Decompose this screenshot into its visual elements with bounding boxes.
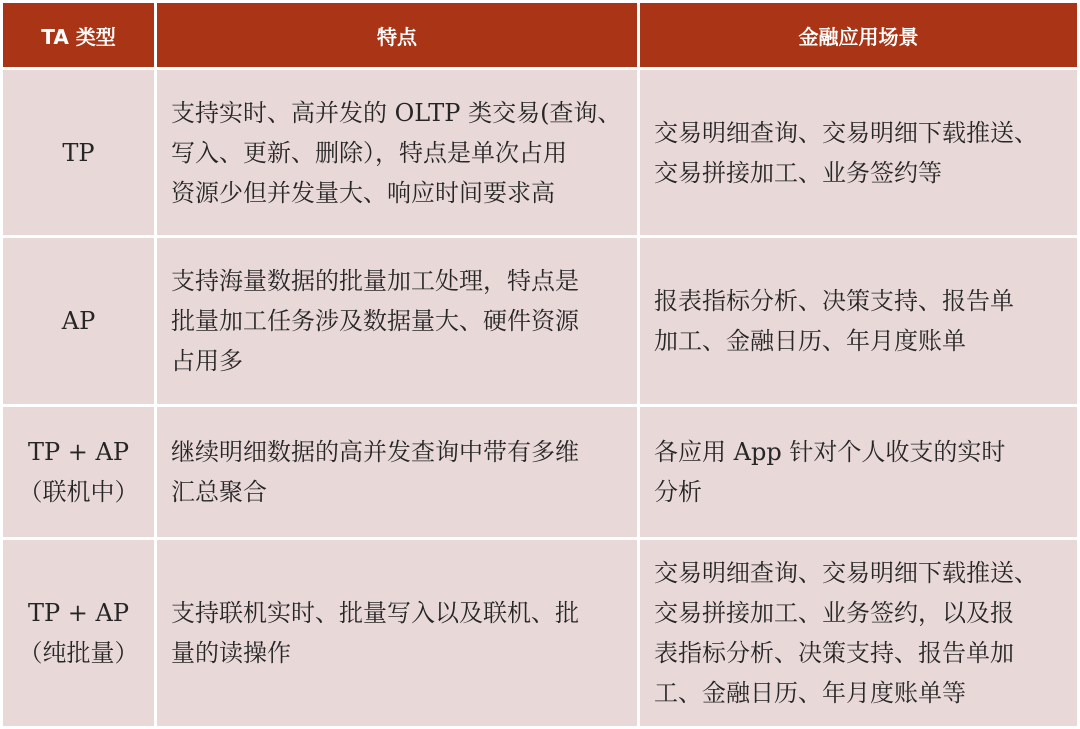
cell-ta-type: [3, 407, 154, 538]
table-body: [3, 70, 1077, 726]
cell-line: 量的读操作: [171, 639, 291, 668]
cell-line: 写入、更新、删除），特点是单次占用: [171, 138, 567, 167]
cell-line: TP: [62, 138, 95, 167]
table-row-tp-ap-batch: [3, 540, 1077, 726]
cell-feature: [157, 238, 637, 403]
cell-line: 报表指标分析、决策支持、报告单: [654, 286, 1014, 315]
cell-line: 继续明细数据的高并发查询中带有多维: [171, 437, 579, 466]
cell-line: 交易明细查询、交易明细下载推送、: [654, 118, 1038, 147]
cell-line: （联机中）: [18, 477, 139, 506]
header-feature: 特点: [157, 3, 637, 67]
table-row-tp: [3, 70, 1077, 235]
cell-line: 支持海量数据的批量加工处理，特点是: [171, 266, 579, 295]
cell-line: 占用多: [171, 346, 243, 375]
cell-line: 表指标分析、决策支持、报告单加: [654, 639, 1014, 668]
cell-ta-type: [3, 70, 154, 235]
cell-line: 支持实时、高并发的 OLTP 类交易(查询、: [171, 98, 622, 127]
header-ta-type: TA 类型: [3, 3, 154, 67]
cell-line: 资源少但并发量大、响应时间要求高: [171, 178, 555, 207]
table-row-ap: [3, 238, 1077, 403]
cell-line: AP: [61, 306, 96, 335]
cell-ta-type: [3, 238, 154, 403]
cell-line: 交易拼接加工、业务签约等: [654, 158, 942, 187]
header-finance-scene: 金融应用场景: [640, 3, 1077, 67]
cell-line: 交易明细查询、交易明细下载推送、: [654, 559, 1038, 588]
cell-line: 分析: [654, 477, 702, 506]
cell-line: 支持联机实时、批量写入以及联机、批: [171, 599, 579, 628]
cell-line: TP + AP: [27, 437, 129, 466]
table-row-tp-ap-online: [3, 407, 1077, 538]
table-header: [3, 3, 1077, 67]
cell-finance-scene: [640, 540, 1077, 726]
cell-line: 交易拼接加工、业务签约，以及报: [654, 599, 1014, 628]
cell-feature: [157, 407, 637, 538]
cell-line: 各应用 App 针对个人收支的实时: [654, 437, 1006, 466]
header-row: [3, 3, 1077, 67]
cell-line: （纯批量）: [18, 639, 139, 668]
cell-line: 批量加工任务涉及数据量大、硬件资源: [171, 306, 579, 335]
cell-line: 工、金融日历、年月度账单等: [654, 679, 966, 708]
cell-line: TP + AP: [27, 599, 129, 628]
cell-finance-scene: [640, 70, 1077, 235]
cell-ta-type: [3, 540, 154, 726]
cell-finance-scene: [640, 407, 1077, 538]
cell-feature: [157, 540, 637, 726]
cell-feature: [157, 70, 637, 235]
cell-finance-scene: [640, 238, 1077, 403]
cell-line: 加工、金融日历、年月度账单: [654, 326, 966, 355]
cell-line: 汇总聚合: [171, 477, 267, 506]
